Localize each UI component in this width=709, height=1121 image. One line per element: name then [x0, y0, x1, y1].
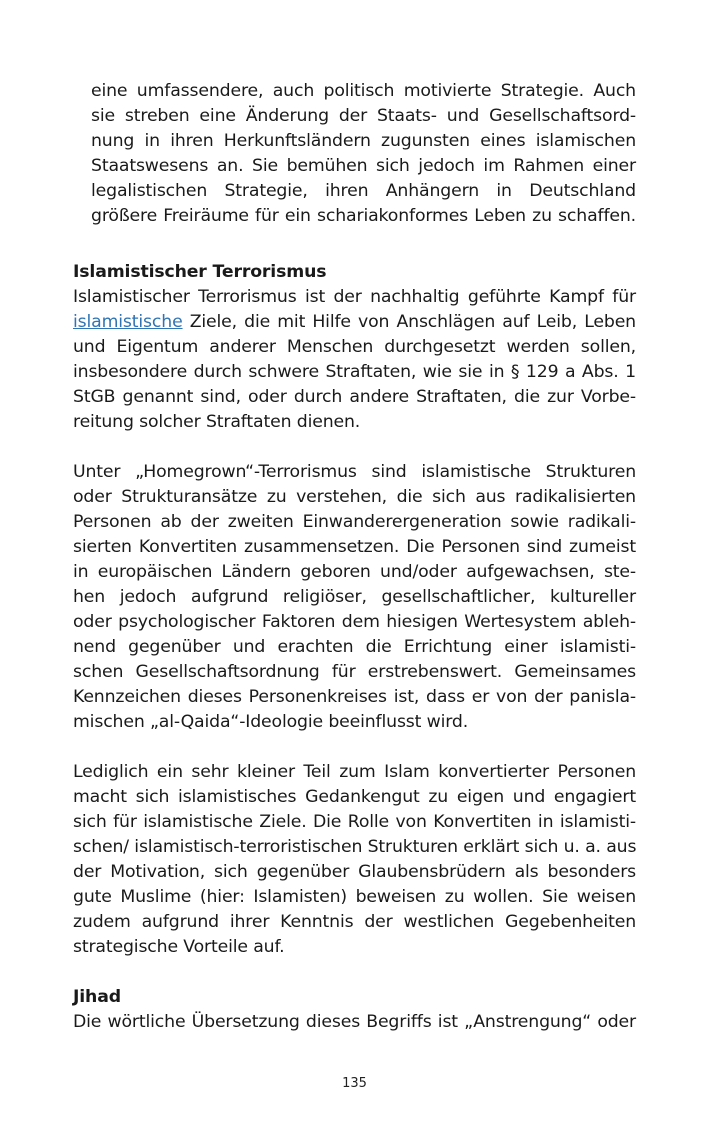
intro-line: legalistischen Strategie, ihren Anhängern in Deutschland [91, 181, 636, 201]
homegrown-line: sierten Konvertiten zusammensetzen. Die Personen sind zumeist [73, 537, 636, 557]
page-number: 135 [342, 1076, 367, 1091]
intro-line: eine umfassendere, auch politisch motivierte Strategie. Auch [91, 81, 636, 101]
homegrown-line: schen Gesellschaftsordnung für erstrebenswert. Gemeinsames [73, 662, 636, 682]
section-heading-jihad: Jihad [73, 987, 121, 1007]
homegrown-line: oder Strukturansätze zu verstehen, die sich aus radikalisierten [73, 487, 636, 507]
converts-line: zudem aufgrund ihrer Kenntnis der westlichen Gegebenheiten [73, 912, 636, 932]
terrorism-line: reitung solcher Straftaten dienen. [73, 412, 361, 432]
homegrown-line: Unter „Homegrown“-Terrorismus sind islamistische Strukturen [73, 462, 636, 482]
islamistische-link[interactable]: islamistische [73, 312, 183, 332]
intro-line: nung in ihren Herkunftsländern zugunsten eines islamischen [91, 131, 636, 151]
converts-line: Lediglich ein sehr kleiner Teil zum Islam konvertierter Personen [73, 762, 636, 782]
terrorism-line: Islamistischer Terrorismus ist der nachhaltig geführte Kampf für [73, 287, 636, 307]
intro-line: Staatswesens an. Sie bemühen sich jedoch im Rahmen einer [91, 156, 636, 176]
converts-line: macht sich islamistisches Gedankengut zu eigen und engagiert [73, 787, 636, 807]
homegrown-line: in europäischen Ländern geboren und/oder aufgewachsen, ste- [73, 562, 636, 582]
converts-line: sich für islamistische Ziele. Die Rolle von Konvertiten in islamisti- [73, 812, 636, 832]
terrorism-line: insbesondere durch schwere Straftaten, wie sie in § 129 a Abs. 1 [73, 362, 636, 382]
intro-line: größere Freiräume für ein schariakonformes Leben zu schaffen. [91, 206, 636, 226]
homegrown-line: oder psychologischer Faktoren dem hiesigen Wertesystem ableh- [73, 612, 636, 632]
converts-line: strategische Vorteile auf. [73, 937, 285, 957]
converts-line: schen/ islamistisch-terroristischen Strukturen erklärt sich u. a. aus [73, 837, 637, 857]
intro-line: sie streben eine Änderung der Staats- und Gesellschaftsord- [91, 106, 636, 126]
homegrown-line: hen jedoch aufgrund religiöser, gesellschaftlicher, kultureller [73, 587, 636, 607]
section-heading-terrorism: Islamistischer Terrorismus [73, 262, 327, 282]
terrorism-line: und Eigentum anderer Menschen durchgesetzt werden sollen, [73, 337, 636, 357]
converts-line: gute Muslime (hier: Islamisten) beweisen zu wollen. Sie weisen [73, 887, 636, 907]
terrorism-line-rest: Ziele, die mit Hilfe von Anschlägen auf Leib, Leben [182, 312, 636, 332]
jihad-line: Die wörtliche Übersetzung dieses Begriffs ist „Anstrengung“ oder [73, 1012, 636, 1032]
terrorism-line: StGB genannt sind, oder durch andere Straftaten, die zur Vorbe- [73, 387, 636, 407]
converts-line: der Motivation, sich gegenüber Glaubensbrüdern als besonders [73, 862, 636, 882]
homegrown-line: Kennzeichen dieses Personenkreises ist, dass er von der panisla- [73, 687, 636, 707]
homegrown-line: nend gegenüber und erachten die Errichtung einer islamisti- [73, 637, 636, 657]
terrorism-line-with-link [73, 310, 636, 335]
homegrown-line: Personen ab der zweiten Einwanderergeneration sowie radikali- [73, 512, 636, 532]
homegrown-line: mischen „al-Qaida“-Ideologie beeinflusst wird. [73, 712, 469, 732]
